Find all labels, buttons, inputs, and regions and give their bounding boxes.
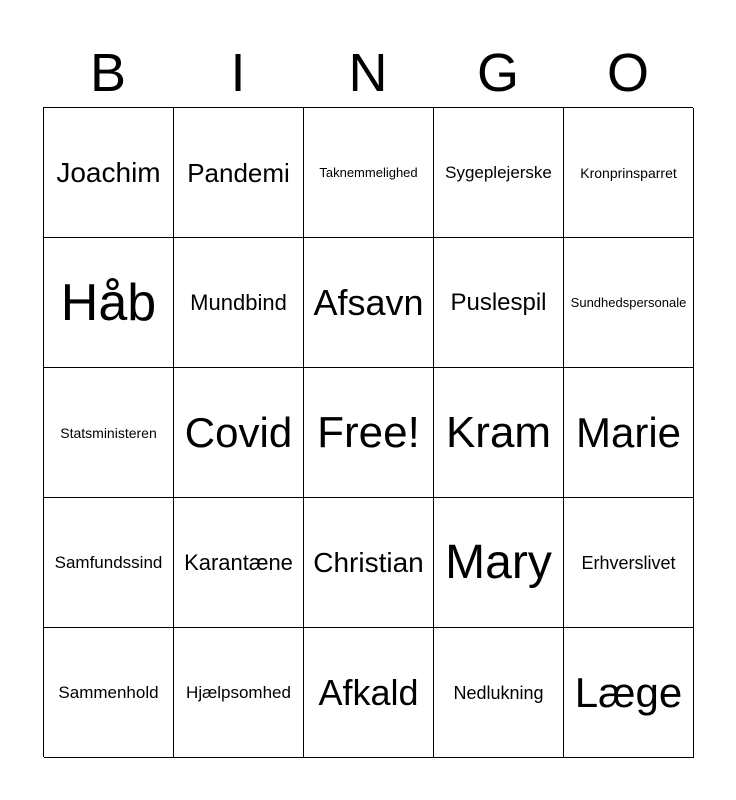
bingo-cell-r1-c1: Mundbind	[174, 238, 304, 368]
bingo-cell-r3-c4: Erhverslivet	[564, 498, 694, 628]
bingo-header	[43, 40, 693, 106]
bingo-cell-r0-c1: Pandemi	[174, 108, 304, 238]
header-letter-i: I	[230, 43, 246, 103]
bingo-cell-r2-c0: Statsministeren	[44, 368, 174, 498]
bingo-cell-r1-c0: Håb	[44, 238, 174, 368]
bingo-cell-r0-c3: Sygeplejerske	[434, 108, 564, 238]
bingo-cell-r3-c3: Mary	[434, 498, 564, 628]
bingo-cell-r3-c2: Christian	[304, 498, 434, 628]
bingo-cell-r4-c4: Læge	[564, 628, 694, 758]
bingo-cell-r2-c3: Kram	[434, 368, 564, 498]
bingo-cell-r0-c0: Joachim	[44, 108, 174, 238]
bingo-cell-r2-c4: Marie	[564, 368, 694, 498]
header-letter-o: O	[606, 43, 649, 103]
bingo-cell-r4-c2: Afkald	[304, 628, 434, 758]
bingo-cell-r4-c1: Hjælpsomhed	[174, 628, 304, 758]
header-letter-n: N	[348, 43, 388, 103]
bingo-cell-r4-c0: Sammenhold	[44, 628, 174, 758]
free-space: Free!	[304, 368, 434, 498]
bingo-cell-r3-c1: Karantæne	[174, 498, 304, 628]
bingo-cell-r1-c4: Sundhedspersonale	[564, 238, 694, 368]
bingo-cell-r2-c1: Covid	[174, 368, 304, 498]
bingo-board	[43, 107, 693, 757]
bingo-cell-r0-c4: Kronprinsparret	[564, 108, 694, 238]
bingo-cell-r3-c0: Samfundssind	[44, 498, 174, 628]
bingo-cell-r1-c3: Puslespil	[434, 238, 564, 368]
bingo-cell-r4-c3: Nedlukning	[434, 628, 564, 758]
header-letter-b: B	[89, 43, 127, 103]
bingo-cell-r1-c2: Afsavn	[304, 238, 434, 368]
bingo-cell-r0-c2: Taknemmelighed	[304, 108, 434, 238]
header-letter-g: G	[476, 43, 519, 103]
